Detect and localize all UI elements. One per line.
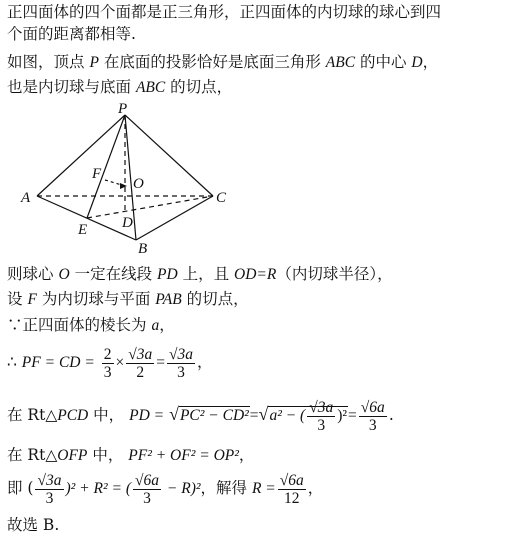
- eq3-end: ，: [238, 446, 255, 464]
- t6c: 为内切球与平面: [36, 290, 156, 308]
- eq1-frac-3: [167, 346, 195, 381]
- eq4-f1-num: √3a: [37, 471, 62, 489]
- edge-PC: [125, 115, 213, 196]
- eq2-eq2: =: [348, 407, 357, 424]
- t5b: O: [58, 266, 70, 283]
- t4b: ABC: [135, 79, 166, 96]
- eq4-R: R =: [251, 480, 276, 497]
- eq1-lhs: PF = CD =: [21, 354, 95, 371]
- eq4-frac-1: [35, 472, 63, 507]
- label-C: C: [216, 190, 227, 206]
- equation-4: [7, 468, 323, 509]
- eq4-mid1: )² + R² = (: [65, 480, 132, 497]
- eq3-mid: 中，: [87, 446, 124, 464]
- eq1-lead: ∴: [7, 353, 22, 371]
- eq2-res-num: √6a: [360, 398, 385, 416]
- t3e: 的中心: [355, 53, 412, 71]
- label-P: P: [118, 101, 128, 117]
- eq2-eq: =: [249, 407, 259, 424]
- eq2-rad2-frac: [307, 399, 335, 434]
- label-O: O: [133, 176, 144, 192]
- t3f: D: [411, 54, 423, 71]
- eq2-rad1: PC² − CD²: [179, 407, 249, 424]
- t3d: ABC: [325, 54, 356, 71]
- eq1-times: ×: [115, 354, 125, 371]
- eq1-f1-den: 3: [103, 363, 112, 381]
- text-line-6: [7, 288, 249, 311]
- eq2-sqrt-2: √a² − ( $\frac{√3a}{3}$ )²: [258, 398, 348, 434]
- eq4-f1-den: 3: [45, 489, 54, 507]
- t3g: ，: [422, 53, 439, 71]
- t7c: ，: [159, 316, 175, 334]
- label-D: D: [122, 215, 133, 231]
- eq2-rad2: [268, 398, 348, 434]
- eq2-mid: 中，: [88, 406, 125, 424]
- eq4-mid3: ，解得: [200, 479, 252, 497]
- t4c: 的切点，: [165, 78, 233, 96]
- label-B: B: [138, 241, 148, 257]
- t6a: 设: [7, 290, 28, 308]
- t5f: OD=R: [234, 266, 277, 283]
- t5e: 上，且: [177, 265, 235, 283]
- edge-AB: [37, 196, 136, 240]
- eq1-end: ，: [197, 353, 213, 371]
- eq1-frac-2: [126, 346, 154, 381]
- text-line-7: [7, 314, 175, 337]
- eq1-eq: =: [156, 354, 166, 371]
- t6b: F: [27, 291, 37, 308]
- equation-3: [7, 444, 254, 467]
- t3c: 在底面的投影恰好是底面三角形: [98, 53, 326, 71]
- eq4-f2-den: 3: [143, 489, 151, 507]
- eq4-f2-num: √6a: [135, 471, 160, 489]
- eq2-rad2-den: 3: [317, 416, 326, 434]
- t7a: ∵正四面体的棱长为: [7, 316, 152, 334]
- label-A: A: [21, 190, 31, 206]
- eq3-tri: OFP: [57, 447, 88, 464]
- eq4-f3-num: √6a: [279, 471, 304, 489]
- eq4-mid2: − R)²: [163, 480, 201, 497]
- eq2-tri: PCD: [57, 407, 89, 424]
- t6d: PAB: [155, 291, 182, 308]
- eq1-f2-den: 2: [136, 363, 145, 381]
- text-line-3: [7, 51, 438, 74]
- t3a: 如图，顶点: [7, 53, 90, 71]
- text-line-4: [7, 76, 232, 99]
- line-EC-hidden: [87, 196, 213, 218]
- t4a: 也是内切球与底面: [7, 78, 136, 96]
- edge-BC: [136, 196, 213, 240]
- eq1-f1-num: 2: [103, 345, 112, 363]
- t5d: PD: [157, 266, 178, 283]
- eq1-f2-num: √3a: [128, 345, 153, 363]
- arrow-marker: [120, 183, 127, 189]
- eq2-rad2-num: √3a: [309, 398, 334, 416]
- edge-PB: [125, 115, 136, 240]
- eq4-lead: 即 (: [7, 479, 34, 497]
- text-line-5: [7, 263, 393, 286]
- line-PE: [87, 115, 125, 218]
- t5c: 一定在线段: [69, 265, 157, 283]
- eq1-f3-den: 3: [177, 363, 185, 381]
- eq2-end: .: [388, 406, 394, 424]
- t3b: P: [89, 54, 99, 71]
- eq2-sqrt-1: √PC² − CD²: [169, 404, 249, 424]
- eq3-body: PF² + OF² = OP²: [128, 447, 239, 464]
- text-line-1: 正四面体的四个面都是正三角形，正四面体的内切球的球心到四: [7, 3, 442, 21]
- eq2-rad2b: )²: [337, 407, 348, 424]
- t7b: a: [151, 317, 160, 334]
- eq4-frac-3: [278, 472, 306, 507]
- eq4-f3-den: 12: [284, 489, 300, 507]
- eq2-rad2a: a² − (: [269, 407, 306, 424]
- edge-PA: [37, 115, 125, 196]
- equation-2: [7, 394, 394, 436]
- label-E: E: [78, 222, 88, 238]
- label-F: F: [92, 166, 102, 182]
- equation-1: [7, 342, 213, 383]
- eq2-res-den: 3: [368, 416, 377, 434]
- eq2-lhs: PD =: [129, 407, 165, 424]
- eq4-end: ，: [307, 479, 324, 497]
- t6e: 的切点，: [181, 290, 249, 308]
- eq2-result: [359, 399, 387, 434]
- eq2-lead: 在 Rt△: [7, 406, 58, 424]
- line-FO-hidden: [105, 180, 125, 186]
- eq3-lead: 在 Rt△: [7, 446, 58, 464]
- eq1-frac-1: [102, 346, 114, 381]
- text-line-2: 个面的距离都相等.: [7, 25, 136, 43]
- t5g: （内切球半径），: [276, 265, 393, 283]
- text-line-final: 故选 B.: [7, 516, 60, 534]
- t5a: 则球心: [7, 265, 59, 283]
- eq1-f3-num: √3a: [169, 345, 194, 363]
- eq4-frac-2: [133, 472, 161, 507]
